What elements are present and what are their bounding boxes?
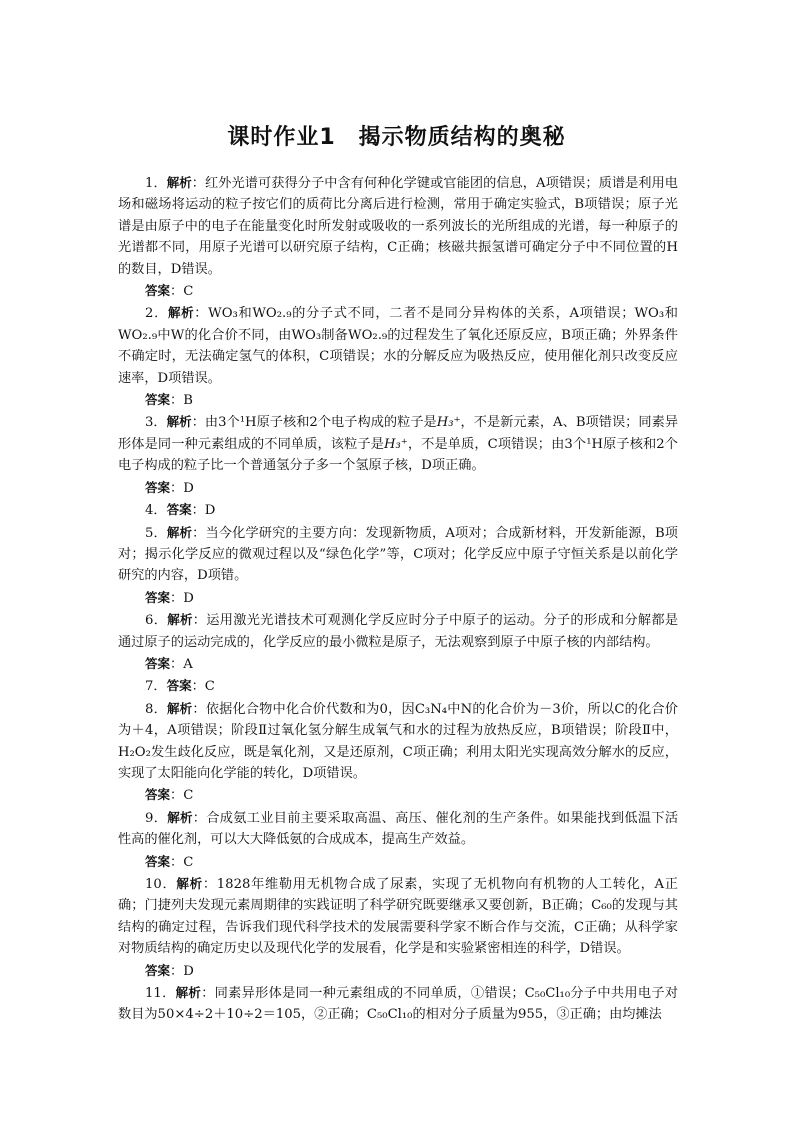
explanation-label: 解析 [166,414,192,430]
explanation-text: ：依据化合物中化合价代数和为0，因C₃N₄中N的化合价为－3价，所以C的化合价为＋4，A项错误；阶段Ⅱ过氧化氢分解生成氧气和水的过程为放热反应，B项错误；阶段Ⅱ中，H₂O₂发生歧化反应，既是氧化剂，又是还原剂，C项正确；利用太阳光实现高效分解水的反应，实现了太阳能向化学能的转化，D项错误。 [118,701,678,781]
item-number: 9． [145,810,168,826]
item-6-answer [118,653,678,675]
explanation-label: 解析 [176,876,203,891]
item-3-explanation [118,411,678,476]
explanation-text: ：由3个¹H原子核和2个电子构成的粒子是 [191,415,437,431]
explanation-label: 解析 [166,175,192,190]
answer-value: ：C [170,284,194,300]
item-4-answer [118,499,678,521]
item-6-explanation [118,609,678,653]
answer-content [118,172,678,1026]
item-number: 2． [145,306,168,322]
answer-value: ：D [191,503,216,519]
answer-label: 答案 [145,962,171,978]
explanation-label: 解析 [166,524,193,540]
answer-value: ：D [170,480,194,496]
page-title: 课时作业1 揭示物质结构的奥秘 [227,125,566,150]
explanation-label: 解析 [167,612,193,628]
explanation-text: ：WO₃和WO₂.₉的分子式不同，二者不是同分异构体的关系，A项错误；WO₃和WO₂.₉中W的化合价不同，由WO₃制备WO₂.₉的过程发生了氧化还原反应，B项正确；外界条件不确定时，无法确定氢气的体积，C项错误；水的分解反应为吸热反应，使用催化剂只改变反应速率，D项错误。 [118,306,678,386]
item-number: 11． [145,986,176,1002]
answer-label: 答案 [145,853,171,869]
answer-label: 答案 [145,283,171,299]
item-number: 3． [145,415,167,431]
item-2-answer [118,389,678,411]
item-number: 4． [145,503,167,519]
item-9-answer [118,851,678,873]
answer-label: 答案 [166,678,192,694]
explanation-text: ：合成氨工业目前主要采取高温、高压、催化剂的生产条件。如果能找到低温下活性高的催化剂，可以大大降低氨的合成成本，提高生产效益。 [118,810,679,848]
item-1-answer [118,280,678,302]
answer-label: 答案 [145,655,171,671]
item-1-explanation [118,172,678,280]
item-2-explanation [118,302,678,389]
explanation-label: 解析 [166,700,193,716]
answer-label: 答案 [145,589,171,605]
answer-value: ：C [191,679,215,695]
item-11-explanation [118,982,678,1026]
item-number: 8． [145,701,167,717]
answer-label: 答案 [145,479,171,495]
answer-label: 答案 [145,787,171,803]
answer-value: ：C [170,854,194,870]
item-10-explanation [118,873,678,960]
item-number: 5． [145,525,167,541]
answer-value: ：C [170,788,194,804]
answer-label: 答案 [166,502,192,518]
item-number: 1． [145,176,167,191]
item-5-explanation [118,522,678,587]
explanation-text: ，不是单质，C项错误；由3个¹H原子核和2个电子构成的粒子比一个普通氢分子多一个氢原子核，D项正确。 [118,436,678,474]
explanation-text: ：同素异形体是同一种元素组成的不同单质，①错误；C₅₀Cl₁₀分子中共用电子对数目为50×4÷2＋10÷2＝105，②正确；C₅₀Cl₁₀的相对分子质量为955，③正确；由均摊法 [118,986,679,1023]
explanation-label: 解析 [167,305,195,321]
chemical-species: H₃⁺ [436,415,461,431]
answer-value: ：B [170,393,193,409]
answer-value: ：D [170,590,194,606]
answer-value: ：A [170,656,193,672]
item-number: 6． [145,613,168,629]
item-9-explanation [118,807,678,851]
item-5-answer [118,587,678,609]
item-10-answer [118,960,678,982]
explanation-text: ：1828年维勒用无机物合成了尿素，实现了无机物向有机物的人工转化，A正确；门捷列夫发现元素周期律的实践证明了科学研究既要继承又要创新，B正确；C₆₀的发现与其结构的确定过程，告诉我们现代科学技术的发展需要科学家不断合作与交流，C正确；从科学家对物质结构的确定历史以及现代化学的发展看，化学是和实验紧密相连的科学，D错误。 [118,877,678,957]
explanation-text: ：红外光谱可获得分子中含有何种化学键或官能团的信息，A项错误；质谱是利用电场和磁场将运动的粒子按它们的质荷比分离后进行检测，常用于确定实验式，B项错误；原子光谱是由原子中的电子在能量变化时所发射或吸收的一系列波长的光所组成的光谱，每一种原子的光谱都不同，用原子光谱可以研究原子结构，C正确；核磁共振氢谱可确定分子中不同位置的H的数目，D错误。 [118,176,678,277]
item-8-answer [118,784,678,806]
chemical-species: H₃⁺ [384,436,408,452]
item-7-answer [118,675,678,697]
explanation-text: ：运用激光光谱技术可观测化学反应时分子中原子的运动。分子的形成和分解都是通过原子的运动完成的，化学反应的最小微粒是原子，无法观察到原子中原子核的内部结构。 [118,613,679,650]
item-8-explanation [118,698,678,785]
explanation-text: ：当今化学研究的主要方向：发现新物质，A项对；合成新材料，开发新能源，B项对；揭示化学反应的微观过程以及“绿色化学”等，C项对；化学反应中原子守恒关系是以前化学研究的内容，D项错。 [118,525,678,584]
explanation-text: ，不是新元素，A、B项错误；同素异形体是同一种元素组成的不同单质，该粒子是 [118,415,679,452]
item-3-answer [118,477,678,499]
answer-label: 答案 [145,392,171,408]
explanation-label: 解析 [175,985,202,1001]
item-number: 7． [145,679,167,695]
item-number: 10． [145,877,177,892]
explanation-label: 解析 [167,809,193,825]
answer-value: ：D [170,963,194,979]
